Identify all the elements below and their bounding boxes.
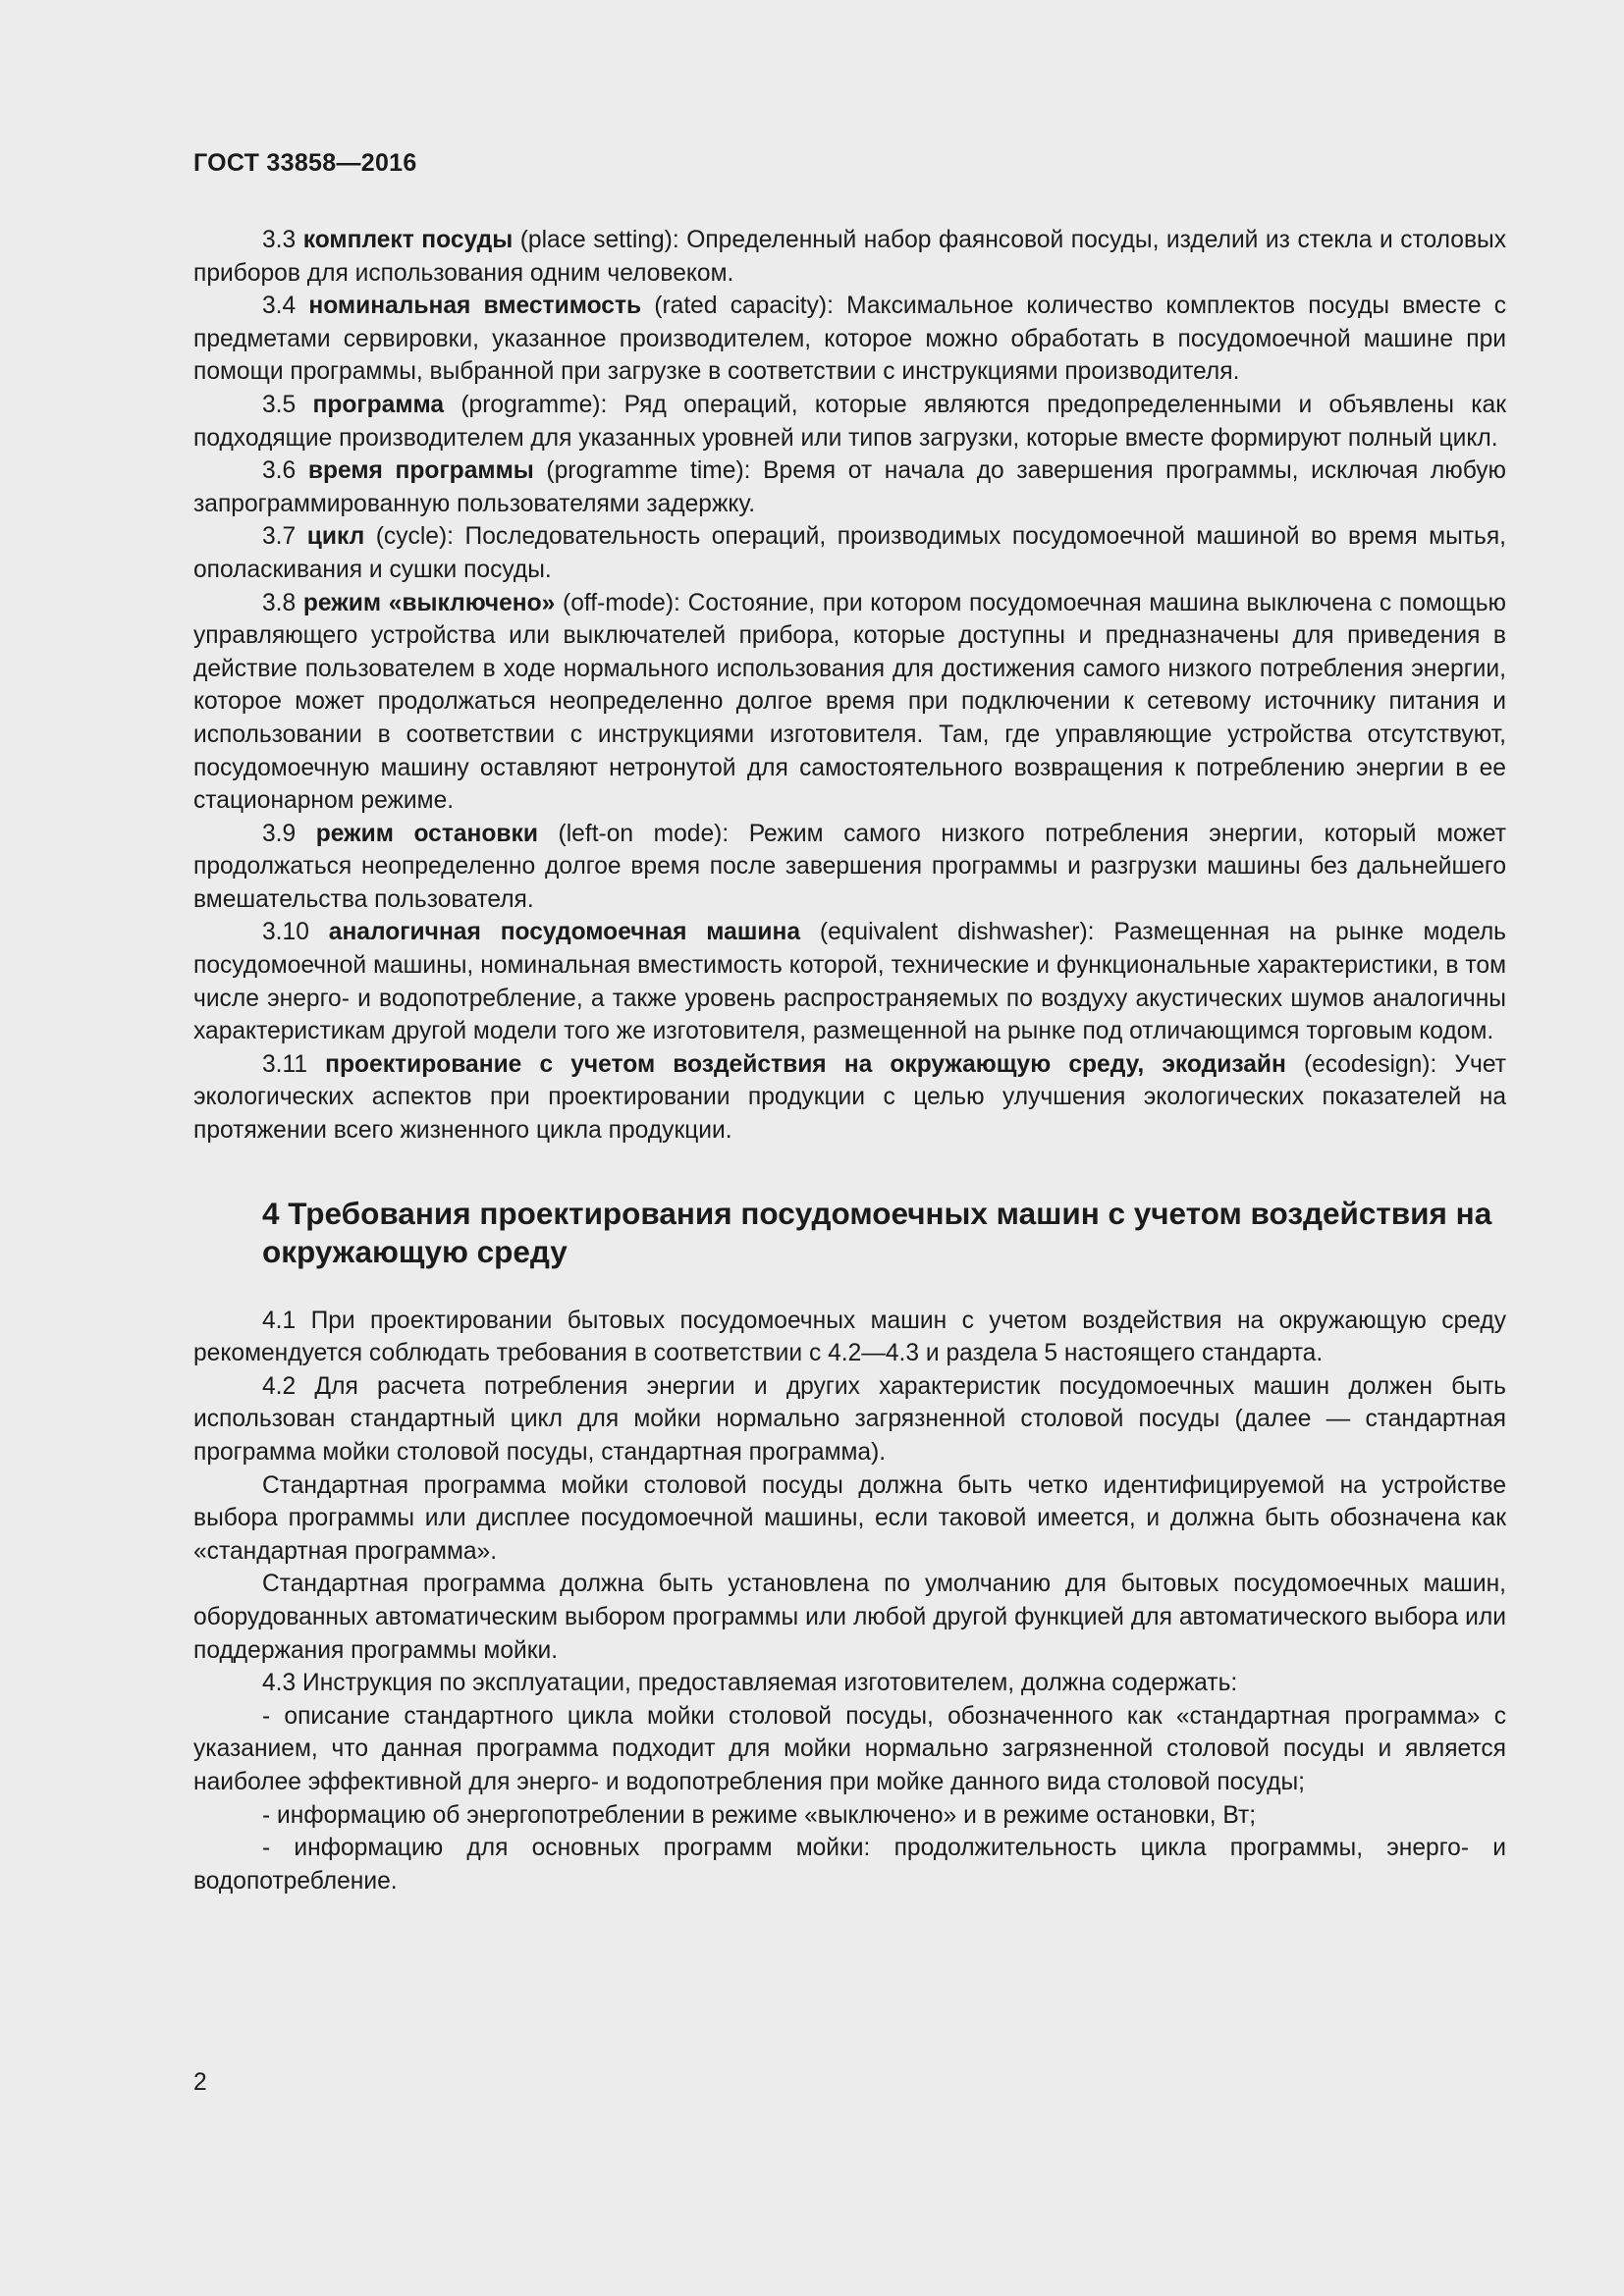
definition-3-9: 3.9 режим остановки (left-on mode): Режим самого низкого потребления энергии, который может продолжаться неопределенно долгое время после завершения программы и разгрузки машины без дальнейшего вмешательства пользователя. <box>193 820 1506 913</box>
list-item: - описание стандартного цикла мойки столовой посуды, обозначенного как «стандартная программа» с указанием, что данная программа подходит для мойки нормально загрязненной столовой посуды и является наиболее эффективной для энерго- и водопотребления при мойке данного вида столовой посуды; <box>193 1702 1506 1795</box>
definition-term: комплект посуды <box>302 227 514 253</box>
paragraph-standard-program-identification: Стандартная программа мойки столовой посуды должна быть четко идентифицируемой на устройстве выбора программы или дисплее посудомоечной машины, если таковой имеется, и должна быть обозначена как «стандартная программа». <box>193 1471 1506 1565</box>
definition-3-10: 3.10 аналогичная посудомоечная машина (equivalent dishwasher): Размещенная на рынке модель посудомоечной машины, номинальная вместимость которой, технические и функциональные характеристики, в том числе энерго- и водопотребление, а также уровень распространяемых по воздуху акустических шумов аналогичны характеристикам другой модели того же изготовителя, размещенной на рынке под отличающимся торговым кодом. <box>193 919 1506 1045</box>
definitions-list <box>193 224 1506 1148</box>
section-4-heading: 4 Требования проектирования посудомоечных машин с учетом воздействия на окружающую среду <box>262 1195 1492 1269</box>
definition-3-5: 3.5 программа (programme): Ряд операций, которые являются предопределенными и объявлены как подходящие производителем для указанных уровней или типов загрузки, которые вместе формируют полный цикл. <box>193 391 1506 452</box>
page-content <box>193 224 1506 1897</box>
section-4-body <box>193 1305 1506 1898</box>
definition-3-8: 3.8 режим «выключено» (off-mode): Состояние, при котором посудомоечная машина выключена с помощью управляющего устройства или выключателей прибора, которые доступны и предназначены для приведения в действие пользователем в ходе нормального использования для достижения самого низкого потребления энергии, которое может продолжаться неопределенно долгое время при подключении к сетевому источнику питания и использовании в соответствии с инструкциями изготовителя. Там, где управляющие устройства отсутствуют, посудомоечную машину оставляют нетронутой для самостоятельного возвращения к потреблению энергии в ее стационарном режиме. <box>193 589 1506 815</box>
paragraph-4-2: 4.2 Для расчета потребления энергии и других характеристик посудомоечных машин должен быть использован стандартный цикл для мойки нормально загрязненной столовой посуды (далее — стандартная программа мойки столовой посуды, стандартная программа). <box>193 1372 1506 1466</box>
standard-header: ГОСТ 33858—2016 <box>193 149 417 177</box>
page-number: 2 <box>193 2069 207 2096</box>
definition-3-11: 3.11 проектирование с учетом воздействия на окружающую среду, экодизайн (ecodesign): Учет экологических аспектов при проектировании продукции с целью улучшения экологических показателей на протяжении всего жизненного цикла продукции. <box>193 1050 1506 1145</box>
definition-term: проектирование с учетом воздействия на окружающую среду, экодизайн <box>325 1050 1286 1078</box>
definition-3-7: 3.7 цикл (cycle): Последовательность операций, производимых посудомоечной машиной во время мытья, ополаскивания и сушки посуды. <box>193 523 1506 583</box>
definition-3-3: 3.3 комплект посуды (place setting): Определенный набор фаянсовой посуды, изделий из стекла и столовых приборов для использования одним человеком. <box>193 227 1506 287</box>
paragraph-4-1: 4.1 При проектировании бытовых посудомоечных машин с учетом воздействия на окружающую среду рекомендуется соблюдать требования в соответствии с 4.2—4.3 и раздела 5 настоящего стандарта. <box>193 1307 1506 1367</box>
definition-term: режим «выключено» <box>302 589 556 616</box>
definition-term: цикл <box>306 523 365 551</box>
definition-term: режим остановки <box>315 820 538 847</box>
list-item: - информацию для основных программ мойки: продолжительность цикла программы, энерго- и водопотребление. <box>193 1835 1506 1895</box>
definition-3-6: 3.6 время программы (programme time): Время от начала до завершения программы, исключая любую запрограммированную пользователями задержку. <box>193 457 1506 517</box>
definition-term: программа <box>312 391 445 418</box>
definition-term: время программы <box>307 457 534 485</box>
definition-term: аналогичная посудомоечная машина <box>328 919 800 946</box>
paragraph-standard-program-default: Стандартная программа должна быть установлена по умолчанию для бытовых посудомоечных машин, оборудованных автоматическим выбором программы или любой другой функцией для автоматического выбора или поддержания программы мойки. <box>193 1571 1506 1664</box>
paragraph-4-3: 4.3 Инструкция по эксплуатации, предоставляемая изготовителем, должна содержать: <box>262 1670 1238 1697</box>
list-item: - информацию об энергопотреблении в режиме «выключено» и в режиме остановки, Вт; <box>262 1801 1257 1829</box>
definition-3-4: 3.4 номинальная вместимость (rated capacity): Максимальное количество комплектов посуды вместе с предметами сервировки, указанное производителем, которое можно обработать в посудомоечной машине при помощи программы, выбранной при загрузке в соответствии с инструкциями производителя. <box>193 293 1506 386</box>
definition-term: номинальная вместимость <box>308 293 642 320</box>
